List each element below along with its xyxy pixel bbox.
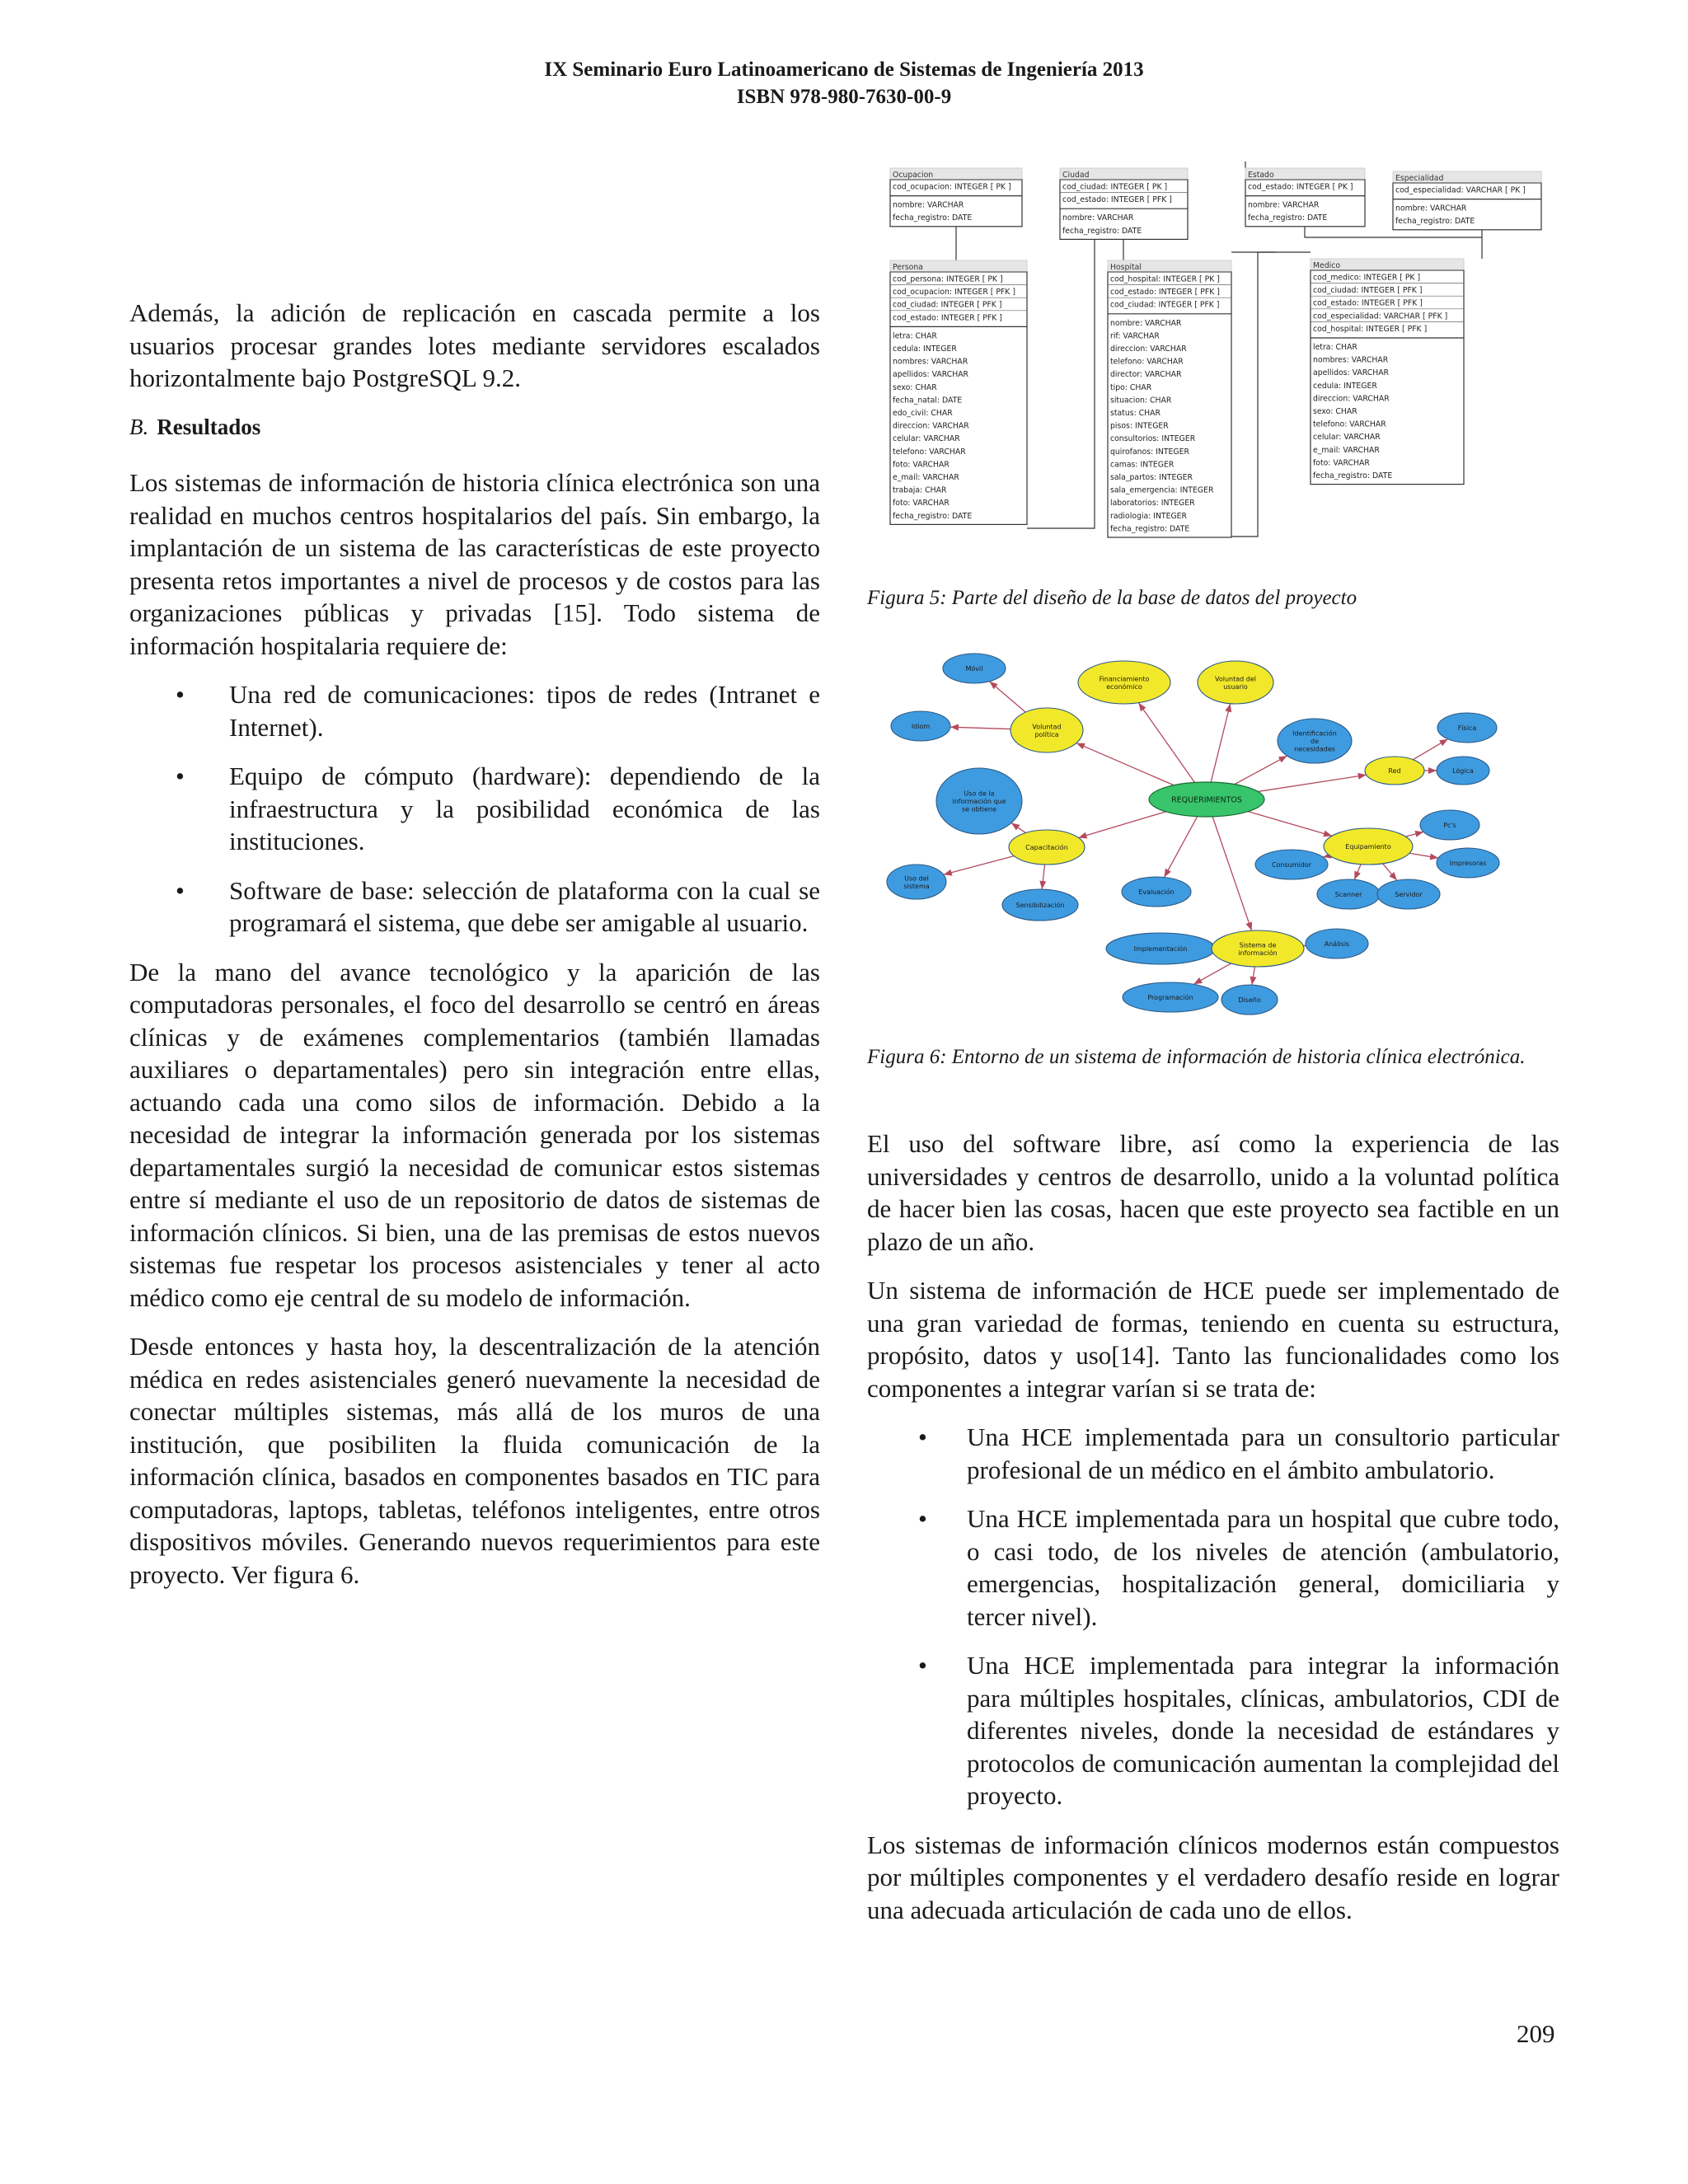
attribute-field: status: CHAR — [1110, 409, 1160, 418]
list-item-text: Equipo de cómputo (hardware): dependiendo de la infraestructura y la posibilidad económica de las instituciones. — [229, 762, 820, 855]
concept-node — [1306, 929, 1368, 958]
key-field: cod_persona: INTEGER [ PK ] — [893, 274, 1003, 284]
attribute-field: nombre: VARCHAR — [1110, 318, 1182, 328]
concept-node — [1078, 661, 1170, 704]
concept-node — [1324, 828, 1413, 865]
concept-node — [943, 654, 1006, 683]
attribute-field: nombres: VARCHAR — [893, 357, 968, 367]
concept-node-center — [1149, 782, 1264, 817]
concept-node — [1437, 713, 1497, 743]
er-diagram-figure — [889, 162, 1556, 549]
node-label: información — [1238, 949, 1278, 957]
concept-node — [1317, 879, 1380, 909]
key-field: cod_estado: INTEGER [ PFK ] — [1313, 298, 1423, 308]
attribute-field: sala_emergencia: INTEGER — [1110, 485, 1214, 495]
table-name: Ciudad — [1062, 171, 1090, 180]
arrowhead — [1250, 977, 1257, 986]
attribute-field: sala_partos: INTEGER — [1110, 473, 1193, 482]
paragraph: Desde entonces y hasta hoy, la descentralización de la atención médica en redes asistenciales generó nuevamente la necesidad de conectar múltiples sistemas, más allá de los muros de una institución, que posibiliten la fluida comunicación de la información clínica, basados en componentes basados en TIC para computadoras, laptops, tabletas, teléfonos inteligentes, entre otros dispositivos móviles. Generando nuevos requerimientos para este proyecto. Ver figura 6. — [129, 1332, 820, 1589]
concept-edge — [1138, 703, 1194, 783]
list-item — [129, 678, 820, 743]
attribute-field: letra: CHAR — [1313, 343, 1357, 352]
attribute-field: direccion: VARCHAR — [1313, 394, 1390, 404]
node-label: Diseño — [1238, 996, 1261, 1004]
list-item-text: Una red de comunicaciones: tipos de redes (Intranet e Internet). — [229, 680, 820, 742]
concept-node — [1420, 810, 1479, 840]
attribute-field: sexo: CHAR — [1313, 407, 1357, 416]
attribute-field: rif: VARCHAR — [1110, 331, 1160, 341]
node-label: Voluntad — [1032, 723, 1062, 731]
list-item-text: Software de base: selección de plataforma con la cual se programará el sistema, que debe ser amigable al usuario. — [229, 875, 820, 937]
node-label: Scanner — [1334, 891, 1362, 898]
attribute-field: radiologia: INTEGER — [1110, 511, 1188, 521]
node-label: Uso de la — [964, 790, 995, 798]
node-label: Identificación — [1292, 729, 1337, 738]
bullet-icon: • — [176, 762, 185, 790]
node-label: Lógica — [1452, 767, 1474, 775]
er-table-estado — [1245, 168, 1365, 227]
paragraph: Los sistemas de información de historia clínica electrónica son una realidad en muchos centros hospitalarios del país. Sin embargo, la implantación de un sistema de las características de este proyecto presenta retos importantes a nivel de procesos y de costos para las organizaciones públicas y privadas [15]. Todo sistema de información hospitalaria requiere de: — [129, 468, 820, 660]
concept-node — [1212, 930, 1304, 967]
attribute-field: telefono: VARCHAR — [1110, 357, 1184, 367]
attribute-field: e_mail: VARCHAR — [893, 473, 959, 482]
concept-node — [1365, 757, 1424, 785]
concept-edge — [1248, 812, 1332, 837]
er-diagram — [889, 162, 1556, 549]
arrowhead — [950, 724, 959, 731]
node-label: Equipamiento — [1345, 843, 1391, 851]
node-label: Capacitación — [1025, 844, 1068, 851]
arrowhead — [1278, 756, 1287, 762]
node-label: sistema — [903, 882, 930, 890]
key-field: cod_ciudad: INTEGER [ PFK ] — [893, 300, 1002, 310]
concept-edge — [1211, 704, 1230, 782]
attribute-field: edo_civil: CHAR — [893, 409, 953, 418]
list-item — [867, 1649, 1559, 1812]
attribute-field: direccion: VARCHAR — [893, 421, 969, 431]
concept-node — [936, 768, 1022, 834]
arrowhead — [1165, 869, 1171, 878]
key-field: cod_estado: INTEGER [ PFK ] — [1110, 288, 1220, 298]
node-label: Pc's — [1443, 822, 1456, 829]
concept-edge — [1076, 743, 1174, 785]
node-label: Red — [1388, 767, 1401, 775]
attribute-field: e_mail: VARCHAR — [1313, 445, 1380, 455]
concept-node — [1221, 985, 1278, 1015]
key-field: cod_ocupacion: INTEGER [ PFK ] — [893, 288, 1015, 298]
arrowhead — [1078, 832, 1087, 839]
concept-node — [1002, 889, 1078, 921]
key-field: cod_ocupacion: INTEGER [ PK ] — [893, 182, 1011, 192]
key-field: cod_especialidad: VARCHAR [ PK ] — [1395, 185, 1526, 195]
table-name: Ocupacion — [893, 171, 934, 180]
concept-node — [1106, 933, 1215, 964]
paragraph: Un sistema de información de HCE puede ser implementado de una gran variedad de formas, teniendo en cuenta su estructura, propósito, datos y uso[14]. Tanto las funcionalidades como los componentes a integrar varían si se trata de: — [867, 1276, 1559, 1403]
key-field: cod_estado: INTEGER [ PK ] — [1248, 182, 1353, 192]
concept-node — [1198, 661, 1273, 704]
bullet-icon: • — [918, 1422, 927, 1451]
arrowhead — [1225, 704, 1231, 713]
arrowhead — [1039, 881, 1046, 889]
node-label: Análisis — [1324, 940, 1350, 948]
er-table-ocupacion — [890, 168, 1022, 227]
table-name: Hospital — [1110, 263, 1142, 272]
key-field: cod_especialidad: VARCHAR [ PFK ] — [1313, 312, 1448, 321]
isbn-line: ISBN 978-980-7630-00-9 — [736, 86, 952, 108]
concept-node — [1123, 982, 1218, 1012]
table-name: Especialidad — [1395, 174, 1444, 183]
concept-node — [1437, 848, 1499, 878]
right-column — [867, 1127, 1559, 1943]
list-item — [129, 760, 820, 858]
attribute-field: telefono: VARCHAR — [1313, 419, 1386, 429]
conference-title: IX Seminario Euro Latinoamericano de Sistemas de Ingeniería 2013 — [544, 59, 1144, 81]
attribute-field: fecha_natal: DATE — [893, 396, 963, 405]
table-name: Estado — [1248, 171, 1274, 180]
section-letter: B. — [129, 414, 149, 439]
attribute-field: camas: INTEGER — [1110, 460, 1175, 470]
arrowhead — [1076, 743, 1085, 750]
attribute-field: celular: VARCHAR — [893, 434, 960, 444]
requirements-list — [129, 678, 820, 940]
attribute-field: nombres: VARCHAR — [1313, 355, 1389, 365]
bullet-icon: • — [918, 1504, 927, 1533]
node-label: de — [1311, 738, 1319, 745]
paragraph: De la mano del avance tecnológico y la aparición de las computadoras personales, el foco del desarrollo se centró en áreas clínicas y de exámenes complementarios (también llamadas auxiliares o departamentales) pero sin integración entre ellas, actuando cada una como silos de información. Debido a la necesidad de integrar la información generada por los sistemas departamentales surgió la necesidad de comunicar estos sistemas entre sí mediante el uso de un repositorio de datos de sistemas de información clínicos. Si bien, una de las premisas de estos nuevos sistemas fue respetar los procesos asistenciales y tener al acto médico como eje central de su modelo de información. — [129, 957, 820, 1312]
node-label: Evaluación — [1138, 888, 1175, 896]
attribute-field: director: VARCHAR — [1110, 370, 1182, 380]
node-label: Sensibilización — [1015, 902, 1065, 909]
attribute-field: fecha_registro: DATE — [1110, 524, 1190, 534]
attribute-field: tipo: CHAR — [1110, 382, 1152, 392]
arrowhead — [1428, 767, 1437, 774]
key-field: cod_ciudad: INTEGER [ PK ] — [1062, 182, 1168, 192]
list-item — [129, 874, 820, 940]
key-field: cod_ciudad: INTEGER [ PFK ] — [1313, 286, 1423, 296]
concept-edge — [950, 727, 1010, 729]
node-label: información que — [952, 798, 1006, 805]
arrowhead — [1011, 823, 1020, 831]
node-label: Idiom — [911, 723, 931, 730]
arrowhead — [1414, 831, 1423, 837]
node-label: Voluntad del — [1215, 675, 1256, 683]
attribute-field: nombre: VARCHAR — [1248, 200, 1320, 210]
section-heading — [129, 411, 820, 444]
attribute-field: nombre: VARCHAR — [1395, 204, 1467, 213]
attribute-field: apellidos: VARCHAR — [893, 370, 969, 380]
attribute-field: celular: VARCHAR — [1313, 433, 1381, 443]
arrowhead — [1138, 703, 1146, 711]
attribute-field: fecha_registro: DATE — [893, 213, 973, 223]
concept-node — [1377, 879, 1440, 909]
attribute-field: fecha_registro: DATE — [1395, 217, 1475, 227]
attribute-field: direccion: VARCHAR — [1110, 344, 1187, 354]
paragraph: Los sistemas de información clínicos modernos están compuestos por múltiples componentes y el verdadero desafío reside en lograr una adecuada articulación de cada uno de ellos. — [867, 1830, 1559, 1924]
concept-node — [891, 711, 950, 741]
attribute-field: foto: VARCHAR — [1313, 458, 1370, 468]
arrowhead — [944, 869, 953, 876]
concept-node — [1255, 850, 1328, 879]
node-label: económico — [1106, 682, 1142, 691]
figure-5-caption: Figura 5: Parte del diseño de la base de datos del proyecto — [867, 587, 1357, 609]
concept-node — [1278, 719, 1352, 763]
concept-edge — [1078, 812, 1165, 838]
list-item-text: Una HCE implementada para un consultorio particular profesional de un médico en el ámbito ambulatorio. — [967, 1422, 1559, 1484]
list-item-text: Una HCE implementada para un hospital que cubre todo, o casi todo, de los niveles de atención (ambulatorio, emergencias, hospitalización general, domiciliaria y tercer nivel). — [967, 1504, 1559, 1631]
concept-map-figure — [882, 639, 1574, 1034]
page-number: 209 — [1517, 2019, 1555, 2048]
node-label: Impresoras — [1449, 860, 1487, 867]
key-field: cod_hospital: INTEGER [ PFK ] — [1313, 324, 1428, 334]
attribute-field: nombre: VARCHAR — [1062, 213, 1134, 223]
table-name: Persona — [893, 263, 923, 272]
hce-types-list — [867, 1421, 1559, 1812]
attribute-field: letra: CHAR — [893, 331, 937, 341]
section-title: Resultados — [157, 414, 261, 439]
concept-node — [887, 865, 946, 899]
key-field: cod_hospital: INTEGER [ PK ] — [1110, 274, 1220, 284]
bullet-icon: • — [176, 875, 185, 905]
attribute-field: sexo: CHAR — [893, 382, 937, 392]
attribute-field: trabaja: CHAR — [893, 485, 947, 495]
key-field: cod_estado: INTEGER [ PFK ] — [893, 313, 1002, 323]
left-column — [129, 297, 820, 1607]
er-table-especialidad — [1393, 171, 1541, 230]
concept-edge — [1235, 756, 1287, 785]
arrowhead — [1354, 871, 1361, 880]
er-table-ciudad — [1060, 168, 1188, 239]
attribute-field: foto: VARCHAR — [893, 499, 950, 509]
intro-paragraph: Además, la adición de replicación en cascada permite a los usuarios procesar grandes lotes mediante servidores escalados horizontalmente bajo PostgreSQL 9.2. — [129, 298, 820, 392]
attribute-field: pisos: INTEGER — [1110, 421, 1169, 431]
list-item — [867, 1421, 1559, 1486]
bullet-icon: • — [176, 680, 185, 709]
arrowhead — [1193, 977, 1203, 984]
relationship-line — [1027, 211, 1095, 528]
attribute-field: fecha_registro: DATE — [1248, 213, 1328, 223]
node-label: Financiamiento — [1099, 675, 1150, 683]
node-label: Servidor — [1395, 891, 1423, 898]
node-label: Sistema de — [1239, 941, 1277, 949]
concept-map — [882, 639, 1574, 1034]
arrowhead — [1430, 853, 1439, 860]
node-label: Uso del — [904, 874, 929, 883]
er-table-hospital — [1108, 260, 1231, 537]
attribute-field: cedula: INTEGER — [1313, 381, 1377, 391]
attribute-field: cedula: INTEGER — [893, 344, 957, 354]
arrowhead — [1323, 831, 1332, 837]
concept-node — [1437, 757, 1489, 785]
concept-node — [1010, 708, 1083, 752]
node-label: Implementación — [1133, 945, 1188, 953]
bullet-icon: • — [918, 1651, 927, 1680]
er-table-persona — [890, 260, 1027, 524]
attribute-field: foto: VARCHAR — [893, 460, 950, 470]
concept-node — [1009, 830, 1085, 865]
node-label: Programación — [1147, 994, 1193, 1001]
key-field: cod_medico: INTEGER [ PK ] — [1313, 273, 1421, 283]
figure-6-caption: Figura 6: Entorno de un sistema de información de historia clínica electrónica. — [867, 1046, 1526, 1068]
node-label: usuario — [1223, 682, 1248, 691]
concept-node — [1122, 877, 1191, 907]
attribute-field: situacion: CHAR — [1110, 396, 1172, 405]
paragraph: El uso del software libre, así como la experiencia de las universidades y centros de desarrollo, unido a la voluntad política de hacer bien las cosas, hacen que este proyecto sea factible en un plazo de un año. — [867, 1129, 1559, 1256]
attribute-field: consultorios: INTEGER — [1110, 434, 1196, 444]
arrowhead — [1439, 739, 1448, 747]
node-label: Móvil — [965, 665, 983, 673]
concept-edge — [1258, 775, 1366, 791]
table-name: Medico — [1313, 261, 1341, 270]
node-label: se obtiene — [962, 805, 996, 813]
attribute-field: telefono: VARCHAR — [893, 447, 966, 457]
attribute-field: fecha_registro: DATE — [1313, 471, 1393, 480]
er-table-medico — [1311, 259, 1464, 485]
attribute-field: fecha_registro: DATE — [893, 511, 973, 521]
concept-edge — [1212, 817, 1251, 930]
list-item-text: Una HCE implementada para integrar la información para múltiples hospitales, clínicas, ambulatorios, CDI de diferentes niveles, donde la necesidad de estándares y protocolos de comunicación aumentan la complejidad del proyecto. — [967, 1651, 1559, 1810]
key-field: cod_estado: INTEGER [ PFK ] — [1062, 195, 1172, 205]
node-label: Consumidor — [1271, 861, 1312, 869]
key-field: cod_ciudad: INTEGER [ PFK ] — [1110, 300, 1220, 310]
attribute-field: laboratorios: INTEGER — [1110, 499, 1195, 509]
arrowhead — [1357, 773, 1366, 780]
attribute-field: nombre: VARCHAR — [893, 200, 964, 210]
node-label: política — [1034, 730, 1059, 738]
list-item — [867, 1502, 1559, 1633]
node-label: Física — [1457, 724, 1477, 732]
attribute-field: apellidos: VARCHAR — [1313, 368, 1390, 378]
center-label: REQUERIMIENTOS — [1171, 795, 1242, 805]
node-label: necesidades — [1294, 745, 1335, 753]
arrowhead — [1246, 921, 1253, 930]
attribute-field: quirofanos: INTEGER — [1110, 447, 1189, 457]
concept-edge — [944, 856, 1014, 875]
concept-edge — [1165, 817, 1198, 878]
attribute-field: fecha_registro: DATE — [1062, 226, 1142, 236]
